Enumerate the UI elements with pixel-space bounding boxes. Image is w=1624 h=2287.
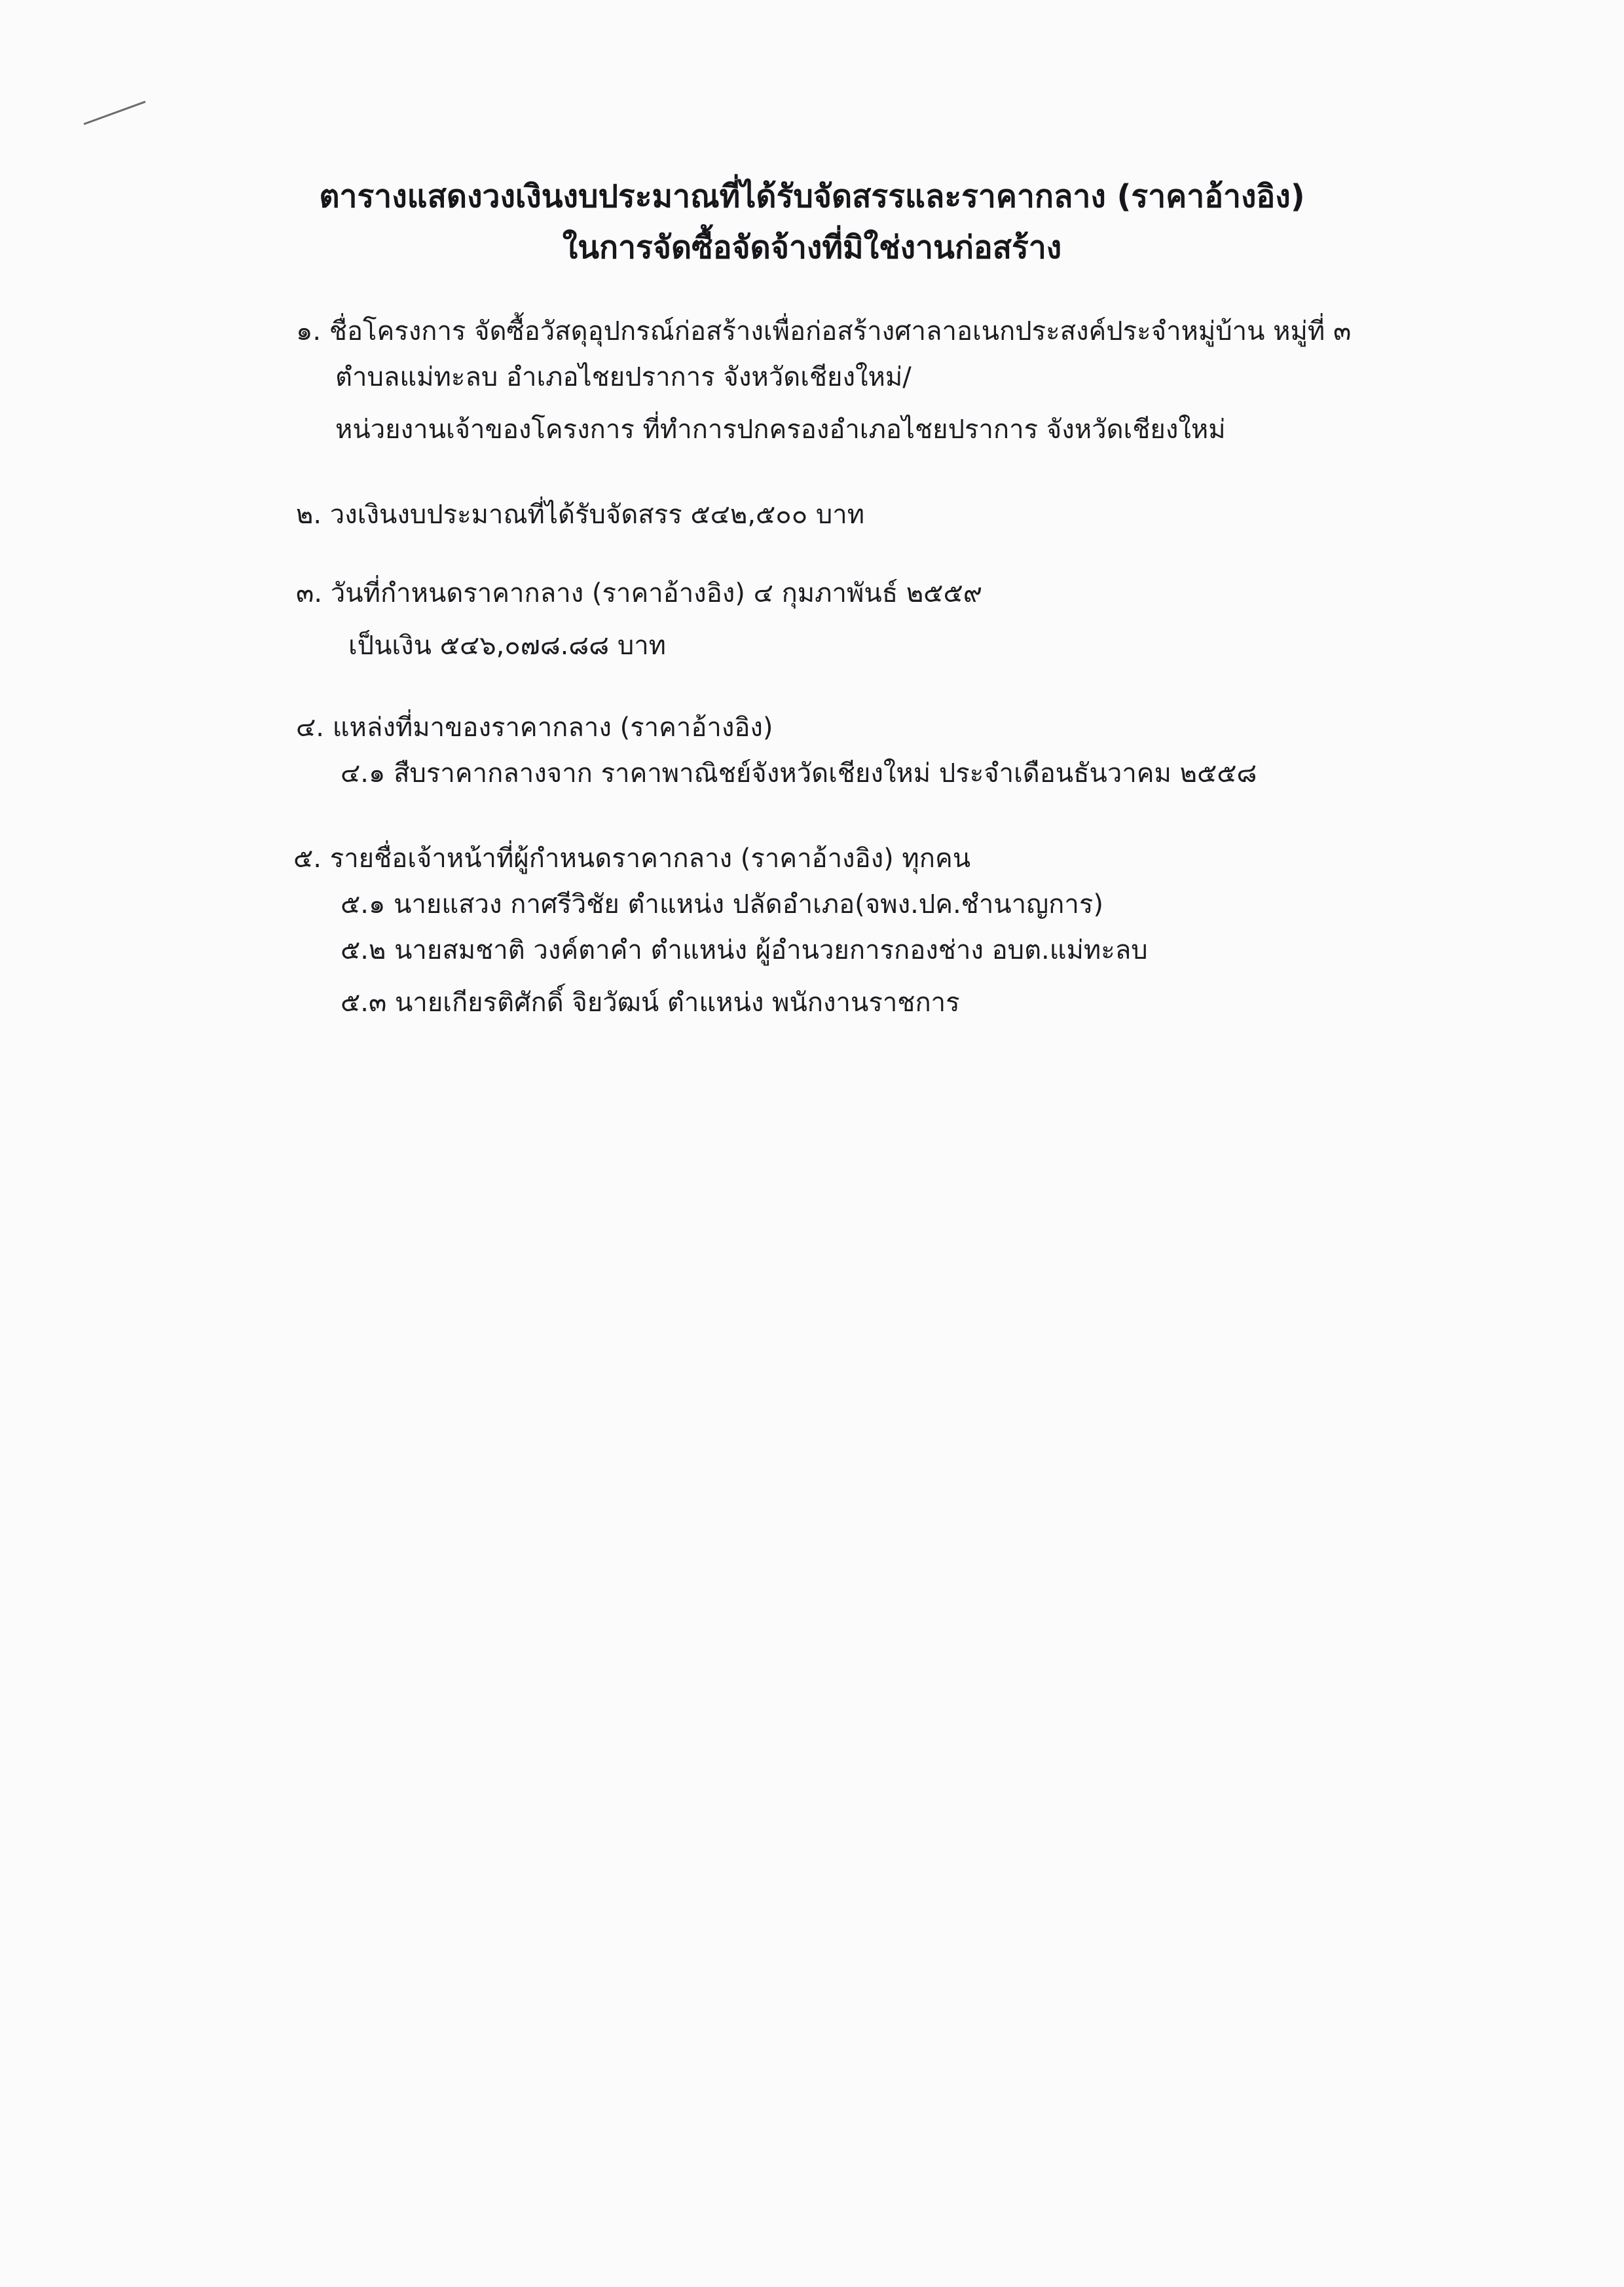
item5-official-1: ๕.๑ นายแสวง กาศรีวิชัย ตำแหน่ง ปลัดอำเภอ(จพง.ปค.ชำนาญการ) (341, 889, 1103, 920)
item4-source-heading: ๔. แหล่งที่มาของราคากลาง (ราคาอ้างอิง) (296, 713, 773, 743)
scan-mark (83, 101, 145, 125)
item1-project-name: ๑. ชื่อโครงการ จัดซื้อวัสดุอุปกรณ์ก่อสร้างเพื่อก่อสร้างศาลาอเนกประสงค์ประจำหมู่บ้าน หมู่ที่ ๓ (296, 316, 1352, 346)
item3-amount: เป็นเงิน ๕๔๖,๐๗๘.๘๘ บาท (348, 631, 667, 661)
item1-agency: หน่วยงานเจ้าของโครงการ ที่ทำการปกครองอำเภอไชยปราการ จังหวัดเชียงใหม่ (335, 415, 1226, 445)
item5-official-2: ๕.๒ นายสมชาติ วงค์ตาคำ ตำแหน่ง ผู้อำนวยการกองช่าง อบต.แม่ทะลบ (341, 935, 1148, 965)
document-title: ตารางแสดงวงเงินงบประมาณที่ได้รับจัดสรรและราคากลาง (ราคาอ้างอิง) (319, 178, 1305, 215)
item2-budget: ๒. วงเงินงบประมาณที่ได้รับจัดสรร ๕๔๒,๕๐๐ บาท (296, 500, 865, 530)
item3-price-date: ๓. วันที่กำหนดราคากลาง (ราคาอ้างอิง) ๔ กุมภาพันธ์ ๒๕๕๙ (296, 578, 983, 608)
document-subtitle: ในการจัดซื้อจัดจ้างที่มิใช่งานก่อสร้าง (562, 229, 1062, 266)
item4-source-detail: ๔.๑ สืบราคากลางจาก ราคาพาณิชย์จังหวัดเชียงใหม่ ประจำเดือนธันวาคม ๒๕๕๘ (341, 758, 1257, 789)
item1-location: ตำบลแม่ทะลบ อำเภอไชยปราการ จังหวัดเชียงใหม่/ (335, 362, 912, 392)
item5-official-3: ๕.๓ นายเกียรติศักดิ์ จิยวัฒน์ ตำแหน่ง พนักงานราชการ (341, 988, 960, 1018)
item5-officials-heading: ๕. รายชื่อเจ้าหน้าที่ผู้กำหนดราคากลาง (ราคาอ้างอิง) ทุกคน (293, 844, 971, 874)
